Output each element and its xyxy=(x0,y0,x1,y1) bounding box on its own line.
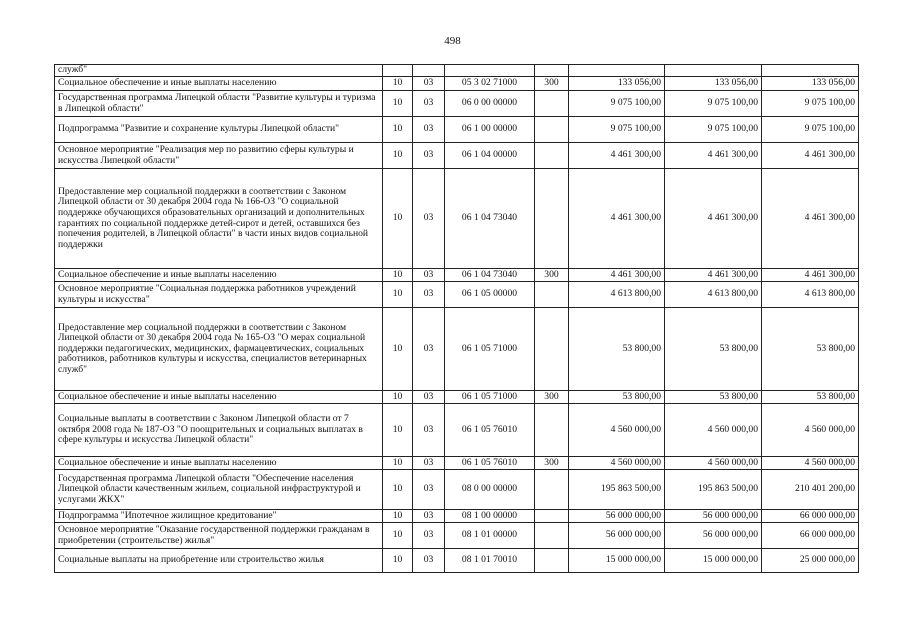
row-subsection: 03 xyxy=(413,470,445,510)
row-name: Социальное обеспечение и иные выплаты населению xyxy=(55,77,383,91)
row-amount-year2: 56 000 000,00 xyxy=(665,523,762,549)
row-target-article: 06 1 00 00000 xyxy=(445,117,535,143)
row-target-article xyxy=(445,65,535,77)
row-expense-type xyxy=(535,117,569,143)
table-row xyxy=(55,65,859,77)
table-row xyxy=(55,169,859,269)
row-amount-year3: 133 056,00 xyxy=(762,77,859,91)
row-section: 10 xyxy=(383,308,413,391)
row-amount-year1: 4 461 300,00 xyxy=(569,269,665,282)
row-amount-year3: 66 000 000,00 xyxy=(762,510,859,523)
row-subsection: 03 xyxy=(413,510,445,523)
row-amount-year1: 9 075 100,00 xyxy=(569,91,665,117)
row-subsection: 03 xyxy=(413,404,445,457)
row-section: 10 xyxy=(383,523,413,549)
row-subsection: 03 xyxy=(413,457,445,470)
row-target-article: 06 1 05 00000 xyxy=(445,282,535,308)
row-name: Социальное обеспечение и иные выплаты населению xyxy=(55,269,383,282)
row-amount-year3: 53 800,00 xyxy=(762,391,859,404)
row-expense-type xyxy=(535,169,569,269)
row-section: 10 xyxy=(383,457,413,470)
row-amount-year3: 53 800,00 xyxy=(762,308,859,391)
row-name: Социальное обеспечение и иные выплаты населению xyxy=(55,457,383,470)
row-expense-type xyxy=(535,470,569,510)
page-number: 498 xyxy=(444,35,461,47)
row-amount-year2: 9 075 100,00 xyxy=(665,91,762,117)
row-amount-year1: 4 560 000,00 xyxy=(569,457,665,470)
row-expense-type xyxy=(535,91,569,117)
table-row xyxy=(55,143,859,169)
row-expense-type xyxy=(535,65,569,77)
row-amount-year1: 4 560 000,00 xyxy=(569,404,665,457)
row-section: 10 xyxy=(383,282,413,308)
row-section: 10 xyxy=(383,470,413,510)
budget-table xyxy=(54,64,859,573)
row-amount-year2: 56 000 000,00 xyxy=(665,510,762,523)
row-amount-year3: 210 401 200,00 xyxy=(762,470,859,510)
row-subsection xyxy=(413,65,445,77)
row-expense-type: 300 xyxy=(535,77,569,91)
row-subsection: 03 xyxy=(413,523,445,549)
row-target-article: 06 1 05 76010 xyxy=(445,404,535,457)
row-amount-year2: 4 461 300,00 xyxy=(665,169,762,269)
row-expense-type: 300 xyxy=(535,457,569,470)
row-target-article: 06 1 05 76010 xyxy=(445,457,535,470)
row-expense-type: 300 xyxy=(535,391,569,404)
row-expense-type xyxy=(535,510,569,523)
row-amount-year3: 25 000 000,00 xyxy=(762,549,859,573)
row-amount-year3: 66 000 000,00 xyxy=(762,523,859,549)
row-amount-year1: 53 800,00 xyxy=(569,391,665,404)
table-row xyxy=(55,404,859,457)
row-expense-type xyxy=(535,308,569,391)
row-amount-year2: 4 461 300,00 xyxy=(665,143,762,169)
table-row xyxy=(55,77,859,91)
row-amount-year2: 15 000 000,00 xyxy=(665,549,762,573)
row-name: Государственная программа Липецкой области "Обеспечение населения Липецкой области качественным жильем, социальной инфраструктурой и услугами ЖКХ" xyxy=(55,470,383,510)
row-amount-year1: 15 000 000,00 xyxy=(569,549,665,573)
table-row xyxy=(55,91,859,117)
row-expense-type xyxy=(535,143,569,169)
table-row xyxy=(55,523,859,549)
row-subsection: 03 xyxy=(413,117,445,143)
row-subsection: 03 xyxy=(413,143,445,169)
row-subsection: 03 xyxy=(413,169,445,269)
row-section: 10 xyxy=(383,391,413,404)
row-amount-year1: 195 863 500,00 xyxy=(569,470,665,510)
row-name: Предоставление мер социальной поддержки в соответствии с Законом Липецкой области от 30 декабря 2004 года № 165-ОЗ "О мерах социальной поддержки педагогических, медицинских, фармацевтических, социальных работников, работников культуры и искусства, специалистов ветеринарных служб" xyxy=(55,308,383,391)
table-row xyxy=(55,470,859,510)
row-section: 10 xyxy=(383,269,413,282)
row-expense-type xyxy=(535,282,569,308)
row-expense-type xyxy=(535,404,569,457)
row-name: Основное мероприятие "Оказание государственной поддержки гражданам в приобретении (строительстве) жилья" xyxy=(55,523,383,549)
row-section: 10 xyxy=(383,143,413,169)
row-subsection: 03 xyxy=(413,549,445,573)
table-row xyxy=(55,117,859,143)
row-amount-year3: 4 461 300,00 xyxy=(762,143,859,169)
row-subsection: 03 xyxy=(413,91,445,117)
table-row xyxy=(55,549,859,573)
table-row xyxy=(55,391,859,404)
budget-table-body xyxy=(55,65,859,573)
row-target-article: 06 1 04 73040 xyxy=(445,169,535,269)
row-subsection: 03 xyxy=(413,391,445,404)
row-amount-year3: 4 560 000,00 xyxy=(762,404,859,457)
row-section: 10 xyxy=(383,77,413,91)
row-amount-year2: 53 800,00 xyxy=(665,308,762,391)
row-amount-year2: 4 560 000,00 xyxy=(665,404,762,457)
row-section xyxy=(383,65,413,77)
table-row xyxy=(55,510,859,523)
row-name: Основное мероприятие "Социальная поддержка работников учреждений культуры и искусства" xyxy=(55,282,383,308)
row-amount-year3 xyxy=(762,65,859,77)
row-amount-year1: 4 461 300,00 xyxy=(569,169,665,269)
table-row xyxy=(55,457,859,470)
row-name: Подпрограмма "Ипотечное жилищное кредитование" xyxy=(55,510,383,523)
row-amount-year1: 56 000 000,00 xyxy=(569,510,665,523)
table-row xyxy=(55,282,859,308)
row-amount-year3: 4 461 300,00 xyxy=(762,269,859,282)
row-amount-year1: 4 613 800,00 xyxy=(569,282,665,308)
row-target-article: 08 1 01 00000 xyxy=(445,523,535,549)
row-target-article: 08 1 01 70010 xyxy=(445,549,535,573)
row-name: служб" xyxy=(55,65,383,77)
row-amount-year3: 4 461 300,00 xyxy=(762,169,859,269)
row-amount-year2: 9 075 100,00 xyxy=(665,117,762,143)
row-name: Основное мероприятие "Реализация мер по развитию сферы культуры и искусства Липецкой области" xyxy=(55,143,383,169)
row-target-article: 08 1 00 00000 xyxy=(445,510,535,523)
row-name: Социальное обеспечение и иные выплаты населению xyxy=(55,391,383,404)
row-amount-year2: 195 863 500,00 xyxy=(665,470,762,510)
row-section: 10 xyxy=(383,404,413,457)
row-name: Предоставление мер социальной поддержки в соответствии с Законом Липецкой области от 30 декабря 2004 года № 166-ОЗ "О социальной поддержке обучающихся образовательных организаций и дополнительных гарантиях по социальной поддержке детей-сирот и детей, оставшихся без попечения родителей, в Липецкой области" в части иных видов социальной поддержки xyxy=(55,169,383,269)
row-amount-year2: 53 800,00 xyxy=(665,391,762,404)
row-subsection: 03 xyxy=(413,77,445,91)
row-subsection: 03 xyxy=(413,308,445,391)
row-amount-year1 xyxy=(569,65,665,77)
row-amount-year2 xyxy=(665,65,762,77)
row-target-article: 06 1 04 00000 xyxy=(445,143,535,169)
row-name: Государственная программа Липецкой области "Развитие культуры и туризма в Липецкой области" xyxy=(55,91,383,117)
row-target-article: 06 0 00 00000 xyxy=(445,91,535,117)
row-amount-year3: 9 075 100,00 xyxy=(762,91,859,117)
row-section: 10 xyxy=(383,510,413,523)
row-amount-year2: 4 461 300,00 xyxy=(665,269,762,282)
row-name: Подпрограмма "Развитие и сохранение культуры Липецкой области" xyxy=(55,117,383,143)
row-section: 10 xyxy=(383,169,413,269)
row-name: Социальные выплаты на приобретение или строительство жилья xyxy=(55,549,383,573)
row-target-article: 08 0 00 00000 xyxy=(445,470,535,510)
row-amount-year1: 133 056,00 xyxy=(569,77,665,91)
row-amount-year3: 9 075 100,00 xyxy=(762,117,859,143)
row-amount-year2: 4 560 000,00 xyxy=(665,457,762,470)
row-target-article: 05 3 02 71000 xyxy=(445,77,535,91)
row-amount-year1: 4 461 300,00 xyxy=(569,143,665,169)
row-amount-year2: 4 613 800,00 xyxy=(665,282,762,308)
table-row xyxy=(55,269,859,282)
row-expense-type xyxy=(535,549,569,573)
row-amount-year1: 56 000 000,00 xyxy=(569,523,665,549)
row-target-article: 06 1 04 73040 xyxy=(445,269,535,282)
row-section: 10 xyxy=(383,549,413,573)
row-target-article: 06 1 05 71000 xyxy=(445,308,535,391)
row-amount-year2: 133 056,00 xyxy=(665,77,762,91)
row-subsection: 03 xyxy=(413,269,445,282)
row-amount-year1: 9 075 100,00 xyxy=(569,117,665,143)
row-section: 10 xyxy=(383,117,413,143)
row-amount-year3: 4 613 800,00 xyxy=(762,282,859,308)
row-name: Социальные выплаты в соответствии с Законом Липецкой области от 7 октября 2008 года № 187-ОЗ "О поощрительных и социальных выплатах в сфере культуры и искусства Липецкой области" xyxy=(55,404,383,457)
row-target-article: 06 1 05 71000 xyxy=(445,391,535,404)
row-section: 10 xyxy=(383,91,413,117)
row-amount-year3: 4 560 000,00 xyxy=(762,457,859,470)
row-subsection: 03 xyxy=(413,282,445,308)
row-amount-year1: 53 800,00 xyxy=(569,308,665,391)
table-row xyxy=(55,308,859,391)
row-expense-type xyxy=(535,523,569,549)
row-expense-type: 300 xyxy=(535,269,569,282)
